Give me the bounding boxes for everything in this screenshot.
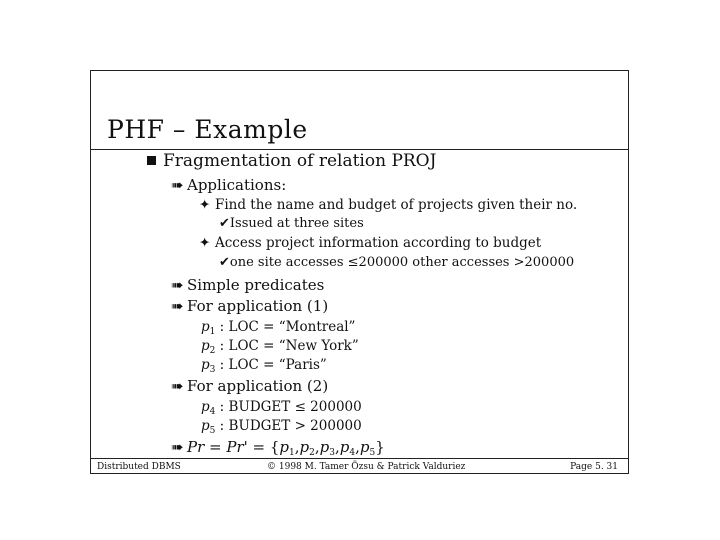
arrow-bullet-icon: ➠ xyxy=(171,176,184,194)
application-2-item: ✦ Access project information according to budget xyxy=(199,235,542,251)
footer-divider xyxy=(91,458,628,459)
application-2-detail: ✔one site accesses ≤200000 other accesses >200000 xyxy=(219,255,575,270)
final-predicate-set: ➠ $Pr = Pr' = \{p_1,p_2,p_3,p_4,p_5\}$ xyxy=(171,438,385,458)
checkmark-icon: ✔ xyxy=(219,255,230,270)
arrow-bullet-icon: ➠ xyxy=(171,377,184,395)
main-bullet: Fragmentation of relation PROJ xyxy=(147,151,436,171)
footer-center: © 1998 M. Tamer Özsu & Patrick Valduriez xyxy=(267,462,466,472)
application-1-detail: ✔Issued at three sites xyxy=(219,216,364,231)
title-divider xyxy=(91,149,628,150)
predicate-p3: $p_3$ : LOC = “Paris” xyxy=(201,357,327,375)
simple-predicates-item: ➠ Simple predicates xyxy=(171,276,325,294)
arrow-bullet-icon: ➠ xyxy=(171,297,184,315)
slide xyxy=(90,70,629,474)
predicate-p5: $p_5$ : BUDGET > 200000 xyxy=(201,418,362,436)
for-application-1-item: ➠ For application (1) xyxy=(171,297,329,315)
checkmark-icon: ✔ xyxy=(219,216,230,231)
diamond-bullet-icon: ✦ xyxy=(199,235,211,251)
footer-right: Page 5. 31 xyxy=(570,462,618,472)
diamond-bullet-icon: ✦ xyxy=(199,197,211,213)
applications-item: ➠ Applications: xyxy=(171,176,287,194)
slide-title: PHF – Example xyxy=(107,115,308,144)
arrow-bullet-icon: ➠ xyxy=(171,438,184,456)
footer-left: Distributed DBMS xyxy=(97,462,181,472)
predicate-p1: $p_1$ : LOC = “Montreal” xyxy=(201,319,356,337)
application-1-item: ✦ Find the name and budget of projects given their no. xyxy=(199,197,578,213)
predicate-p4: $p_4$ : BUDGET ≤ 200000 xyxy=(201,399,362,417)
square-bullet-icon xyxy=(147,156,156,165)
for-application-2-item: ➠ For application (2) xyxy=(171,377,329,395)
arrow-bullet-icon: ➠ xyxy=(171,276,184,294)
predicate-p2: $p_2$ : LOC = “New York” xyxy=(201,338,359,356)
